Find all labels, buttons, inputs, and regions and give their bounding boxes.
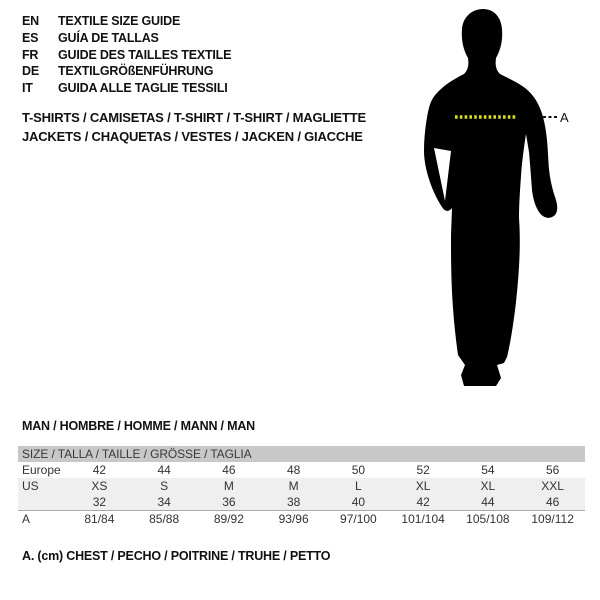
language-code: FR xyxy=(22,47,39,62)
table-cell: 42 xyxy=(92,463,107,477)
table-cell: 97/100 xyxy=(340,512,377,526)
table-cell: 46 xyxy=(545,495,560,509)
table-cell: 56 xyxy=(545,463,560,477)
table-row-chest xyxy=(18,510,585,527)
language-code: DE xyxy=(22,64,39,79)
language-title: GUÍA DE TALLAS xyxy=(58,30,159,45)
language-title: GUIDE DES TAILLES TEXTILE xyxy=(58,47,232,62)
table-cell: 48 xyxy=(286,463,301,477)
table-cell: XL xyxy=(480,479,496,493)
table-cell: 38 xyxy=(286,495,301,509)
size-table-header: SIZE / TALLA / TAILLE / GRÖSSE / TAGLIA xyxy=(18,446,585,462)
language-row-fr xyxy=(22,47,231,64)
table-cell: 105/108 xyxy=(466,512,510,526)
row-label: A xyxy=(22,512,31,526)
table-cell: 89/92 xyxy=(213,512,244,526)
row-label: US xyxy=(22,479,39,493)
table-row-europe xyxy=(18,462,585,478)
table-cell: 81/84 xyxy=(84,512,115,526)
language-code: ES xyxy=(22,30,39,45)
table-cell: 50 xyxy=(351,463,366,477)
table-cell: 85/88 xyxy=(149,512,180,526)
table-cell: XXL xyxy=(541,479,564,493)
table-cell: 42 xyxy=(416,495,430,509)
table-cell: M xyxy=(223,479,234,493)
table-cell: 36 xyxy=(222,495,236,509)
measure-label-a: A xyxy=(560,110,569,125)
table-row-us xyxy=(18,478,585,494)
language-code: EN xyxy=(22,14,39,28)
gender-heading: MAN / HOMBRE / HOMME / MANN / MAN xyxy=(22,419,255,433)
man-figure xyxy=(400,5,575,397)
product-line-tshirts: T-SHIRTS / CAMISETAS / T-SHIRT / T-SHIRT / MAGLIETTE xyxy=(22,110,366,125)
product-categories xyxy=(22,108,366,146)
table-cell: XS xyxy=(91,479,108,493)
language-row-de xyxy=(22,63,231,80)
table-cell: 46 xyxy=(222,463,236,477)
language-title: TEXTILE SIZE GUIDE xyxy=(58,14,181,28)
table-cell: 40 xyxy=(351,495,366,509)
language-title: TEXTILGRÖßENFÜHRUNG xyxy=(58,64,214,79)
man-silhouette xyxy=(424,9,557,386)
table-cell: 44 xyxy=(157,463,171,477)
row-label: Europe xyxy=(22,463,61,477)
table-cell: 34 xyxy=(157,495,171,509)
table-cell: S xyxy=(160,479,169,493)
measurement-footnote: A. (cm) CHEST / PECHO / POITRINE / TRUHE / PETTO xyxy=(22,549,331,563)
table-cell: 93/96 xyxy=(278,512,309,526)
table-cell: L xyxy=(355,479,362,493)
table-row-us-numeric xyxy=(18,494,585,510)
table-cell: XL xyxy=(415,479,431,493)
language-row-en xyxy=(22,13,231,30)
product-line-jackets: JACKETS / CHAQUETAS / VESTES / JACKEN / GIACCHE xyxy=(22,129,363,144)
language-list xyxy=(22,13,231,97)
language-row-es xyxy=(22,30,231,47)
table-cell: 109/112 xyxy=(531,512,574,526)
table-cell: 54 xyxy=(481,463,495,477)
table-cell: 44 xyxy=(481,495,495,509)
table-cell: 52 xyxy=(416,463,430,477)
language-code: IT xyxy=(22,81,33,96)
table-cell: 101/104 xyxy=(401,512,445,526)
table-cell: 32 xyxy=(92,495,107,509)
language-row-it xyxy=(22,80,231,97)
language-title: GUIDA ALLE TAGLIE TESSILI xyxy=(58,81,228,96)
size-table xyxy=(18,446,585,527)
table-cell: M xyxy=(288,479,299,493)
